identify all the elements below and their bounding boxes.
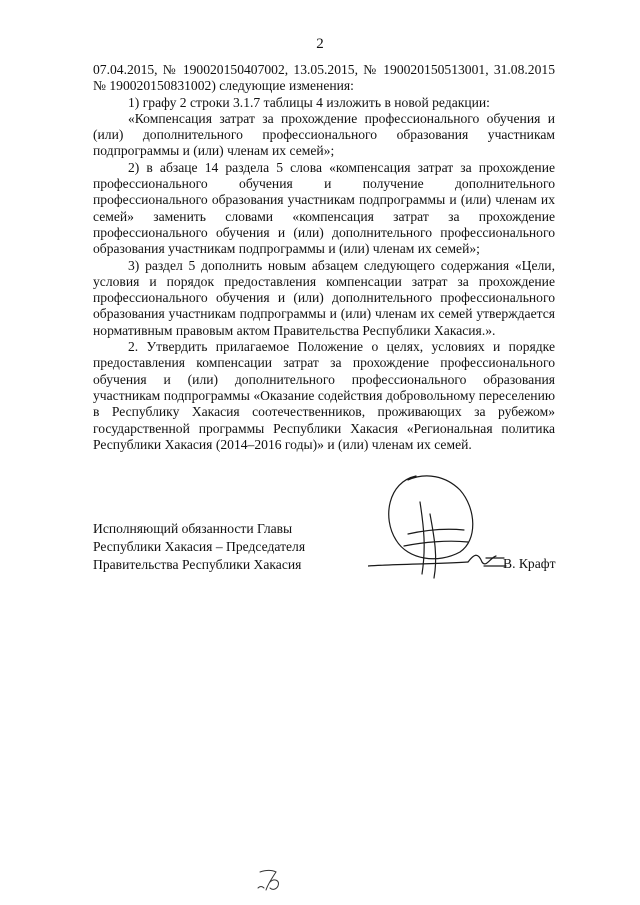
- page-number: 2: [316, 36, 324, 52]
- handwritten-mark: [256, 866, 286, 894]
- signer-name: В. Крафт: [503, 556, 556, 571]
- paragraph: «Компенсация затрат за прохождение профессионального обучения и (или) дополнительного профессионального образования участникам подпрограммы и (или) членам их семей»;: [93, 110, 555, 159]
- paragraph: 2) в абзаце 14 раздела 5 слова «компенсация затрат за прохождение профессионального обучения и получение дополнительного профессионального образования участникам подпрограммы и (или) членам их семей» заменить словами «компенсация затрат за прохождение профессионального обучения и (или) дополнительного профессионального образования участникам подпрограммы и (или) членам их семей»;: [93, 159, 555, 257]
- handwritten-signature: [368, 468, 518, 588]
- document-body: [93, 62, 555, 453]
- signer-title-line: Исполняющий обязанности Главы: [93, 521, 293, 536]
- paragraph: 1) графу 2 строки 3.1.7 таблицы 4 изложить в новой редакции:: [128, 94, 490, 110]
- signer-title-line: Республики Хакасия – Председателя: [93, 539, 306, 554]
- paragraph: 3) раздел 5 дополнить новым абзацем следующего содержания «Цели, условия и порядок предоставления компенсации затрат за прохождение профессионального обучения и (или) дополнительного профессионального образования участникам подпрограммы и (или) членам их семей утверждается нормативным правовым актом Правительства Республики Хакасия.».: [93, 257, 555, 338]
- paragraph: 07.04.2015, № 190020150407002, 13.05.2015, № 190020150513001, 31.08.2015 № 190020150831002) следующие изменения:: [93, 62, 555, 94]
- paragraph: 2. Утвердить прилагаемое Положение о целях, условиях и порядке предоставления компенсации затрат за прохождение профессионального обучения и (или) дополнительного профессионального образования участникам подпрограммы «Оказание содействия добровольному переселению в Республику Хакасия соотечественников, проживающих за рубежом» государственной программы Республики Хакасия «Региональная политика Республики Хакасия (2014–2016 годы)» и (или) членам их семей.: [93, 339, 555, 452]
- signer-title-line: Правительства Республики Хакасия: [93, 557, 302, 572]
